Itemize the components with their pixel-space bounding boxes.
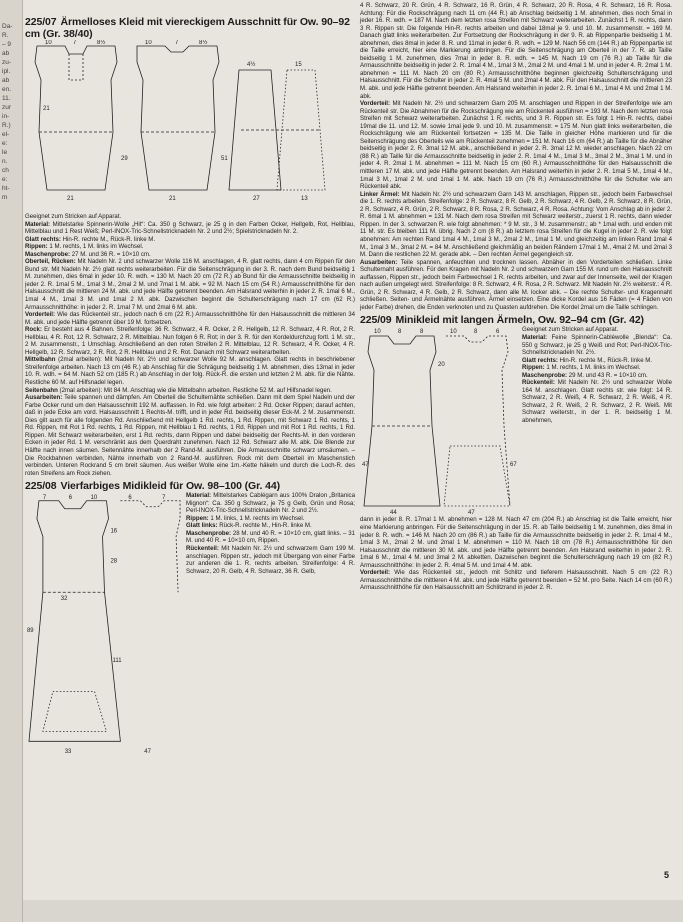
prev-page-fragment: – 9 xyxy=(2,41,12,48)
dim-label: 15 xyxy=(295,62,302,68)
dim-label: 21 xyxy=(43,106,50,112)
paragraph-label: Rock: xyxy=(25,326,42,334)
prev-page-fragment: zu- xyxy=(2,59,12,66)
dim-label: 7 xyxy=(162,494,166,501)
dim-label: 111 xyxy=(112,657,122,664)
instruction-paragraph xyxy=(522,379,672,424)
dim-label: 10 xyxy=(374,329,381,336)
paragraph-text: Mit Nadeln Nr. 2½ und schwarzem Garn 205 M. anschlagen und Rippen in der Streifenfolge wie am Rückenteil str. Die Abnahmen für die Rockschrägung wie am Rückenteil ausführen = 193 M. Nach dem letzten rosa Streifen mit Schwarz weiterarbeiten. Zunächst 1 R. rechts, und 3 R. Rippen str. Es folgt 1 Hin-R. rechts, dabei 19mal die 11. und 12. M. sowie 1mal jede 9. und 10. M. zusammenstr. = 175 M. Nun glatt links weiterarbeiten, die Rockschrägung wie am Rückenteil fortsetzen = 135 M. Die Taille in gleicher Höhe markieren und für die Seitenschrägung des Oberteils wie am Rückenteil zunehmen = 151 M. Nach 16 cm (64 R.) ab Taille für die Abnäher beidseitig in jeder 2. R. 3mal 12 M. abk., anschließend in jeder 2. R. 3mal 12 M. wieder anschlagen. Nach 22 cm (88 R.) ab Taille für die Armausschnitte beidseitig in jeder 2. R. 1mal 4 M., 1mal 3 M., 3mal 2 M., 3mal 1 M. und in jeder 4. R. 2mal 1 M. abnehmen = 111 M. Nach 15 cm (60 R.) Armausschnitthöhe für den Halsausschnitt die mittleren 17 M. abk. und jede Hälfte getrennt beenden. Am Halsrand weiterhin in jeder 2. R. 1mal 5 M., 1mal 4 M., 1mal 3 M., 1mal 2 M. und 1mal 1 M. abk. Nach 19 cm (76 R.) Armausschnitthöhe für die Schulter wie am Rückenteil abk. xyxy=(360,100,672,191)
paragraph-text: Geeignet zum Stricken auf Apparat. xyxy=(25,213,122,220)
paragraph-text: 28 M. und 40 R. = 10×10 cm, glatt links. – 31 M. und 40 R. = 10×10 cm, Rippen. xyxy=(186,529,355,545)
paragraph-label: Rückenteil: xyxy=(522,379,555,387)
paragraph-text: 1 M. rechts, 1 M. links im Wechsel. xyxy=(49,243,144,251)
instruction-paragraph xyxy=(186,530,355,545)
instruction-paragraph xyxy=(186,522,355,530)
instruction-paragraph xyxy=(186,545,355,575)
paragraph-text: Mittelstarke Spinnerin-Wolle „Hit“: Ca. 350 g Schwarz, je 25 g in den Farben Ocker, Hellgelb, Rot, Hellblau, Mittelblau und 1 Rest Weiß; Perl-INOX-Tric-Schnellstricknadeln Nr. 2 und 2½; Spielstricknadeln Nr. 2. xyxy=(25,220,355,236)
dim-label: 28 xyxy=(110,558,118,565)
right-column xyxy=(360,2,672,592)
pattern-1-text xyxy=(25,213,355,477)
instruction-paragraph xyxy=(360,516,672,569)
paragraph-label: Glatt rechts: xyxy=(25,235,61,243)
instruction-paragraph xyxy=(25,326,355,356)
dim-label: 8 xyxy=(420,329,424,336)
paragraph-text: 27 M. und 36 R. = 10×10 cm. xyxy=(71,250,151,258)
prev-page-fragment: m xyxy=(2,194,8,201)
paragraph-label: Rückenteil: xyxy=(186,544,219,552)
prev-page-fragment: n. xyxy=(2,158,8,165)
dim-label: 8½ xyxy=(199,40,208,46)
dim-label: 51 xyxy=(221,156,228,162)
page-number: 5 xyxy=(663,870,669,880)
schematic-minidress xyxy=(360,326,520,516)
paragraph-text: 4 R. Schwarz, 20 R. Grün, 4 R. Schwarz, 16 R. Grün, 4 R. Schwarz, 20 R. Rosa, 4 R. Schwarz, 16 R. Rosa. Achtung: Für die Rockschrägung nach 11 cm (44 R.) ab Anschlag beidseitig 1 M. abnehmen, dies noch 5mal in jeder 16. R. wdh. = 187 M. Nach dem letzten rosa Streifen mit Schwarz weiterarbeiten. Zunächst 1 R. rechts, dann 3 R. Rippen str. Die folgende Hin-R. rechts arbeiten und dabei 18mal je 9. und 10. M. zusammenstr. = 169 M. Danach glatt links weiterarbeiten. Zur Fortsetzung der Rockschrägung in der 9. R. ab Rippenpartie beidseitig 1 M. abnehmen, dies 8mal in jeder 8. R. und 11mal in jeder 6. R. wdh. = 129 M. Nach 56 cm (144 R.) ab Rippenpartie ist die Taille erreicht, hier eine Markierung anbringen. Für die Seitenschrägung am Oberteil in der 7. R. ab Taille beidseitig 1 M. zunehmen, dies 7mal in jeder 8. R. wdh. = 145 M. Nach 19 cm (76 R.) ab Taille für die Armausschnitte beidseitig in jeder 2. R. 1mal 4 M., 1mal 3 M., 2mal 2 M. und 4mal 1 M. und in jeder 4. R. 2mal 1 M. abnehmen = 111 M. Nach 20 cm (80 R.) Armausschnitthöhe beginnen gleichzeitig Schulterschrägung und Halsausschnitt. Für die Schulter in jeder 2. R. 4mal 5 M. und 2mal 4 M. abk. Für den Halsausschnitt die mittleren 23 M. abk. und jede Hälfte getrennt beenden. Am Halsrand weiterhin in jeder 2. R. 1mal 6 M., 1mal 4 M. und 2mal 1 M. abk. xyxy=(360,2,672,100)
dim-label: 10 xyxy=(90,494,98,501)
instruction-paragraph xyxy=(522,357,672,365)
instruction-paragraph xyxy=(522,372,672,380)
paragraph-text: Rück-R. rechte M., Hin-R. linke M. xyxy=(219,522,312,530)
dim-label: 8 xyxy=(474,329,478,336)
paragraph-label: Rippen: xyxy=(186,514,209,522)
paragraph-text: (2mal arbeiten): Mit 84 M. Anschlag wie die Mittelbahn arbeiten. Restliche 52 M. auf Hilfsnadel legen. xyxy=(59,386,332,394)
dim-label: 16 xyxy=(110,528,118,535)
dim-label: 32 xyxy=(60,596,68,603)
paragraph-text: (2mal arbeiten): Mit Nadeln Nr. 2½ und schwarzer Wolle 92 M. anschlagen. Glatt rechts in beschriebener Streifenfolge arbeiten. Nach 13 cm (46 R.) ab Anschlag für die Schrägung beidseitig 1 M. abnehmen, dies 13mal in jeder 10. R. wdh. = 64 M. Nach 52 cm (185 R.) ab Anschlag in der folg. Rück-R. die ersten und letzten 2 M. abk. für die Nähte. Restliche 60 M. auf Hilfsnadel legen. xyxy=(25,356,355,387)
instruction-paragraph xyxy=(360,2,672,100)
dim-label: 27 xyxy=(253,196,260,202)
paragraph-text: Er besteht aus 4 Bahnen. Streifenfolge: 36 R. Schwarz, 4 R. Ocker, 2 R. Hellgelb, 12 R. Schwarz, 4 R. Rot, 2 R. Hellblau, 4 R. Rot, 12 R. Schwarz, 2 R. Mittelblau. Nun folgen 6 R. Rot; in der 3. R. für den Kordeldurchzug fortl. 1 M. str., 2 M. zusammenstr., 1 Umschlag. Anschließend an den roten Streifen 2 R. Mittelblau, 12 R. Schwarz, 4 R. Ocker, 4 R. Hellgelb, 12 R. Schwarz, 2 R. Rot, 2 R. Hellblau und 2 R. Rot. Danach mit Schwarz weiterarbeiten. xyxy=(25,326,355,356)
paragraph-label: Mittelbahn xyxy=(25,356,56,364)
prev-page-fragment: ab xyxy=(2,50,10,57)
instruction-paragraph xyxy=(25,311,355,326)
previous-page-edge xyxy=(0,0,23,922)
prev-page-fragment: in- xyxy=(2,113,10,120)
instruction-paragraph xyxy=(360,569,672,592)
pattern-2-block xyxy=(25,492,355,764)
paragraph-label: Ausarbeiten: xyxy=(25,394,63,402)
paragraph-text: Teile spannen, anfeuchten und trocknen lassen. Abnäher in den Vorderteilen schließen. Linke Schulternaht ausführen. Für den Kragen mit Nadeln Nr. 2 und schwarzem Garn 155 M. rund um den Halsausschnitt auffassen, Rippen str., jedoch beim Farbwechsel 1 R. rechts arbeiten, und zwar auf der Innenseite, weil der Kragen nach außen umgelegt wird. Streifenfolge: 8 R. Schwarz, 4 R. Rosa, 2 R. Schwarz. Mit Nadeln Nr. 2½ weiterstr.: 4 R. Grün, 2 R. Schwarz, 4 R. Gelb, 2 R. Schwarz, dann alle M. locker abk. – Die rechte Schulter- und Kragennaht schließen. Seiten- und Ärmelnähte ausführen. Ärmel einsetzen. Eine dicke Kordel aus 16 Fäden (= 4 Fäden von jeder Farbe) drehen, die Enden verknoten und zu Quasten aufdrehen. Die Kordel 2mal um die Taille schlingen. xyxy=(360,258,672,311)
left-column xyxy=(25,16,355,764)
paragraph-text: Mit Nadeln Nr. 2½ und schwarzer Wolle 164 M. anschlagen. Glatt rechts str. wie folgt: 14 R. Schwarz, 2 R. Weiß, 4 R. Schwarz, 2 R. Weiß, 4 R. Schwarz, 2 R. Weiß, 2 R. Schwarz, 2 R. Weiß. Mit Schwarz weiterstr., in der 1. R. beidseitig 1 M. abnehmen, xyxy=(522,379,672,424)
paragraph-label: Rippen: xyxy=(25,243,48,251)
instruction-paragraph xyxy=(186,515,355,523)
schematic-midi-dress xyxy=(25,492,184,764)
dim-label: 6 xyxy=(128,494,132,501)
instruction-paragraph xyxy=(360,191,672,259)
paragraph-text: 1 M. rechts, 1 M. links im Wechsel. xyxy=(546,364,641,372)
pattern-number: 225/08 xyxy=(25,480,57,493)
prev-page-fragment: en. xyxy=(2,86,12,93)
paragraph-text: Teile spannen und dämpfen. Am Oberteil die Schulternähte schließen. Dann mit dem Spiel Nadeln und der Farbe Ocker rund um den Halsausschnitt 192 M. auffassen. In Rd. wie folgt arbeiten: 2 Rd. Ocker Rippen; darauf achten, daß in jede Ecke am vord. Halsausschnitt 1 Rechts-M. trifft, und in jeder Rd. beidseitig dieser Eck-M. 2 M. zusammenstr. Dies gilt auch für alle folgenden Rd. Anschließend mit Hellgelb 1 Rd. rechts, 1 Rd. Rippen, mit Schwarz 1 Rd. rechts, 1 Rd. Rippen, mit Rot 1 Rd. rechts, 1 Rd. Rippen, mit Hellblau 1 Rd. rechts, 1 Rd. Rippen und mit Rot 1 Rd. rechts, 1 Rd. Rippen. Mit Schwarz weiterarbeiten, erst 1 Rd. rechts, dann Rippen und dabei beidseitig der Rechts-M. in den vorderen Ecken in jeder Rd. 1 M. verschränkt aus dem Querdraht zunehmen. Nach 12 Rd. Schwarz alle M. abk. Die Blende zur Hälfte nach innen säumen. Seitennähte innerhalb der 2 Rand-M. ausführen. Die Armausschnitte schwarz umsäumen. – Die Rockbahnen verbinden, Nähte innerhalb von 2 Rand-M. ausführen. Rock mit dem Oberteil im Maschenstich verbinden. Unteren Rockrand 5 cm breit säumen. Aus weißer Wolle eine 1m.-Kette häkeln und durch die Loch-R. des roten Streifens am Rock ziehen. xyxy=(25,394,355,477)
dim-label: 8 xyxy=(398,329,402,336)
prev-page-fragment: R. xyxy=(2,32,9,39)
paragraph-label: Seitenbahn xyxy=(25,386,58,394)
instruction-paragraph xyxy=(25,243,355,251)
instruction-paragraph xyxy=(360,100,672,191)
pattern-title: Ärmelloses Kleid mit viereckigem Ausschnitt für Ow. 90–92 cm (Gr. 38/40) xyxy=(25,16,350,40)
paragraph-label: Rippen: xyxy=(522,364,545,372)
paragraph-label: Vorderteil: xyxy=(360,569,391,577)
paragraph-text: 29 M. und 43 R. = 10×10 cm. xyxy=(568,371,648,379)
paragraph-text: 1 M. links, 1 M. rechts im Wechsel. xyxy=(210,514,305,522)
dim-label: 67 xyxy=(510,462,517,469)
prev-page-fragment: zur xyxy=(2,104,12,111)
paragraph-text: Feine Spinnerin-Cabléwolle „Blenda“: Ca. 550 g Schwarz, je 25 g Weiß und Rot; Perl-INOX-Tric-Schnellstricknadeln Nr. 2½. xyxy=(522,333,672,357)
pattern-number: 225/07 xyxy=(25,16,57,28)
prev-page-fragment: el- xyxy=(2,131,10,138)
dim-label: 47 xyxy=(362,462,369,469)
paragraph-label: Maschenprobe: xyxy=(186,529,232,537)
instruction-paragraph xyxy=(360,259,672,312)
prev-page-fragment: e: xyxy=(2,176,8,183)
dim-label: 4½ xyxy=(247,62,256,68)
dim-label: 21 xyxy=(169,196,176,202)
dim-label: 20 xyxy=(438,362,445,369)
instruction-paragraph xyxy=(522,364,672,372)
paragraph-label: Vorderteil: xyxy=(360,100,391,108)
paragraph-text: Mit Nadeln Nr. 2½ und schwarzem Garn 143 M. anschlagen, Rippen str., jedoch beim Farbwechsel die 1. R. rechts arbeiten. Streifenfolge: 2 R. Schwarz, 8 R. Gelb, 2 R. Schwarz, 4 R. Gelb, 2 R. Schwarz, 8 R. Grün, 2 R. Schwarz, 4 R. Grün, 2 R. Schwarz, 8 R. Rosa, 2 R. Schwarz, 4 R. Rosa. Achtung: Vom Anschlag ab in jeder 2. R. 6mal 1 M. abnehmen = 131 M. Nach dem rosa Streifen mit Schwarz weiterstr., zuerst 1 R. rechts, dann wieder Rippen. In der 3. schwarzen R. wie folgt abnehmen: * 9 M. str., 3 M. zusammenstr.; ab * 1mal wdh. und enden mit 11 M. str. Es bleiben 111 M. übrig. Nach 2 cm (8 R.) ab letztem rosa Streifen für die Kugel in jeder 2. R. wie folgt abnehmen: Am rechten Rand 1mal 4 M., 1mal 3 M., 2mal 2 M., 1mal 1 M. und gleichzeitig am linken Rand 1mal 4 M., 1mal 3 M., 3mal 2 M. = 84 M. Anschließend gleichmäßig an beiden Rändern 17mal 1 M., 4mal 2 M. und 2mal 3 M. Dann die restlichen 22 M. gerade abk. – Den rechten Ärmel gegengleich str. xyxy=(360,190,672,259)
dim-label: 10 xyxy=(145,40,152,46)
prev-page-fragment: ab xyxy=(2,77,10,84)
paragraph-text: Mittelstarkes Cablégarn aus 100% Dralon „Britanica Mignon“: Ca. 350 g Schwarz, je 75 g Gelb, Grün und Rosa; Perl-INOX-Tric-Schnellstricknadeln Nr. 2 und 2½. xyxy=(186,492,355,515)
paragraph-text: dann in jeder 8. R. 17mal 1 M. abnehmen = 128 M. Nach 47 cm (204 R.) ab Anschlag ist die Taille erreicht, hier eine Markierung anbringen. Für die Seitenschrägung in der 15. R. ab Taille beidseitig 1 M. zunehmen, dies 8mal in jeder 8. R. wdh. = 146 M. Nach 20 cm (86 R.) ab Taille für die Armausschnitte beidseitig in jeder 2. R. 1mal 4 M., 1mal 3 M., 2mal 2 M. und 2mal 1 M. abnehmen = 110 M. Nach 18 cm (78 R.) Armausschnitthöhe für den Halsausschnitt die mittleren 30 M. abk. und jede Hälfte getrennt beenden. Am Halsrand weiterhin in jeder 2. R. 1mal 6 M., 1mal 4 M. und 3mal 2 M. abketten. Dazwischen beginnt die Schulterschrägung nach 19 cm (82 R.) Armausschnitthöhe: In jeder 2. R. 4mal 5 M. und 1mal 4 M. abk. xyxy=(360,516,672,569)
instruction-paragraph xyxy=(25,258,355,311)
dim-label: 7 xyxy=(42,494,47,501)
pattern-3-text-continued xyxy=(360,516,672,591)
paragraph-label: Maschenprobe: xyxy=(25,250,71,258)
paragraph-label: Glatt links: xyxy=(186,522,218,530)
paragraph-label: Oberteil, Rücken: xyxy=(25,258,76,266)
paragraph-label: Material: xyxy=(522,333,548,341)
dim-label: 47 xyxy=(468,510,475,517)
paragraph-text: Geeignet zum Stricken auf Apparat. xyxy=(522,326,619,334)
prev-page-fragment: ipl. xyxy=(2,68,11,75)
instruction-paragraph xyxy=(25,213,355,221)
dim-label: 8½ xyxy=(97,40,106,46)
dim-label: 13 xyxy=(301,196,308,202)
paragraph-label: Glatt rechts: xyxy=(522,356,558,364)
paragraph-label: Linker Ärmel: xyxy=(360,190,400,198)
dim-label: 33 xyxy=(64,749,72,756)
pattern-heading xyxy=(25,480,355,492)
paragraph-text: Wie das Rückenteil str., jedoch nach 6 cm (22 R.) Armausschnitthöhe für den Halsausschnitt die mittleren 34 M. abk. und jede Hälfte getrennt über 19 M. fortsetzen. xyxy=(25,311,355,326)
instruction-paragraph xyxy=(25,221,355,236)
dim-label: 10 xyxy=(45,40,52,46)
prev-page-fragment: Da- xyxy=(2,23,13,30)
prev-page-fragment: ch xyxy=(2,167,9,174)
paragraph-label: Maschenprobe: xyxy=(522,371,568,379)
pattern-title: Vierfarbiges Midikleid für Ow. 98–100 (Gr. 44) xyxy=(60,480,281,493)
dim-label: 47 xyxy=(144,749,151,756)
paragraph-label: Ausarbeiten: xyxy=(360,258,398,266)
prev-page-fragment: ht- xyxy=(2,185,10,192)
dim-label: 7 xyxy=(175,40,179,46)
instruction-paragraph xyxy=(25,236,355,244)
instruction-paragraph xyxy=(522,326,672,334)
dim-label: 89 xyxy=(26,628,34,635)
paragraph-label: Material: xyxy=(186,492,212,500)
instruction-paragraph xyxy=(25,356,355,386)
dim-label: 6 xyxy=(68,494,73,501)
pattern-heading xyxy=(25,16,355,40)
instruction-paragraph xyxy=(25,251,355,259)
prev-page-fragment: e: xyxy=(2,140,8,147)
pattern-heading xyxy=(360,314,672,326)
dim-label: 10 xyxy=(450,329,457,336)
paragraph-text: Mit Nadeln Nr. 2 und schwarzer Wolle 116 M. anschlagen, 4 R. glatt rechts, dann 4 cm Rippen für den Bund str. Mit Nadeln Nr. 2½ glatt rechts weiterarbeiten. Für die Seitenschrägung in der 3. R. nach dem Bund beidseitig 1 M. zunehmen, dies 6mal in jeder 10. R. wdh. = 130 M. Nach 20 cm (72 R.) ab Bund für die Armausschnitte beidseitig in jeder 2. R. 1mal 5 M., 1mal 3 M., 2mal 2 M. und 7mal 1 M. abk. = 92 M. Nach 15 cm (54 R.) Armausschnitthöhe für den Halsausschnitt die mittleren 24 M. abk. und jede Hälfte getrennt beenden. Am Halsrand weiterhin in jeder 2. R. 1mal 6 M., 1mal 4 M., 1mal 3 M. und 1mal 2 M. abk. Dazwischen beginnt die Schulterschrägung nach 17 cm (62 R.) Armausschnitthöhe: in jeder 2. R. 1mal 7 M. und 2mal 6 M. abk. xyxy=(25,258,355,311)
prev-page-fragment: le xyxy=(2,149,8,156)
pattern-title: Minikleid mit langen Ärmeln, Ow. 92–94 cm (Gr. 42) xyxy=(395,314,644,327)
prev-page-fragment: 11. xyxy=(2,95,11,102)
paragraph-text: Mit Nadeln Nr. 2½ und schwarzem Garn 199 M. anschlagen. Rippen str., jedoch mit Übergang von einer Farbe zur anderen die 1. R. rechts arbeiten. Streifenfolge: 4 R. Schwarz, 20 R. Gelb, 4 R. Schwarz, 36 R. Gelb, xyxy=(186,544,355,575)
paragraph-text: Wie das Rückenteil str., jedoch mit Schlitz und tieferem Halsausschnitt. Nach 5 cm (22 R.) Armausschnitthöhe die mittleren 4 M. abk. und jede Hälfte getrennt beenden = 52 M. pro Seite. Nach 14 cm (60 R.) Armausschnitthöhe für den Halsausschnitt am Schlitzrand in jeder 2. R. xyxy=(360,569,672,592)
pattern-2-text-continued xyxy=(360,2,672,311)
instruction-paragraph xyxy=(186,492,355,515)
dim-label: 7 xyxy=(73,40,77,46)
dim-label: 6 xyxy=(496,329,500,336)
dim-label: 29 xyxy=(121,156,128,162)
pattern-number: 225/09 xyxy=(360,314,392,327)
paragraph-text: Hin-R. rechte M., Rück-R. linke M. xyxy=(559,356,653,364)
pattern-3-text xyxy=(522,326,672,516)
paragraph-label: Material: xyxy=(25,220,51,228)
prev-page-fragment: R.) xyxy=(2,122,11,129)
instruction-paragraph xyxy=(25,387,355,395)
pattern-3-block xyxy=(360,326,672,516)
instruction-paragraph xyxy=(25,394,355,477)
paragraph-label: Vorderteil: xyxy=(25,311,56,319)
pattern-2-text xyxy=(186,492,355,764)
schematic-dress-1 xyxy=(25,40,355,208)
dim-label: 44 xyxy=(390,510,397,517)
instruction-paragraph xyxy=(522,334,672,357)
dim-label: 21 xyxy=(67,196,74,202)
paragraph-text: Hin-R. rechte M., Rück-R. linke M. xyxy=(62,235,156,243)
